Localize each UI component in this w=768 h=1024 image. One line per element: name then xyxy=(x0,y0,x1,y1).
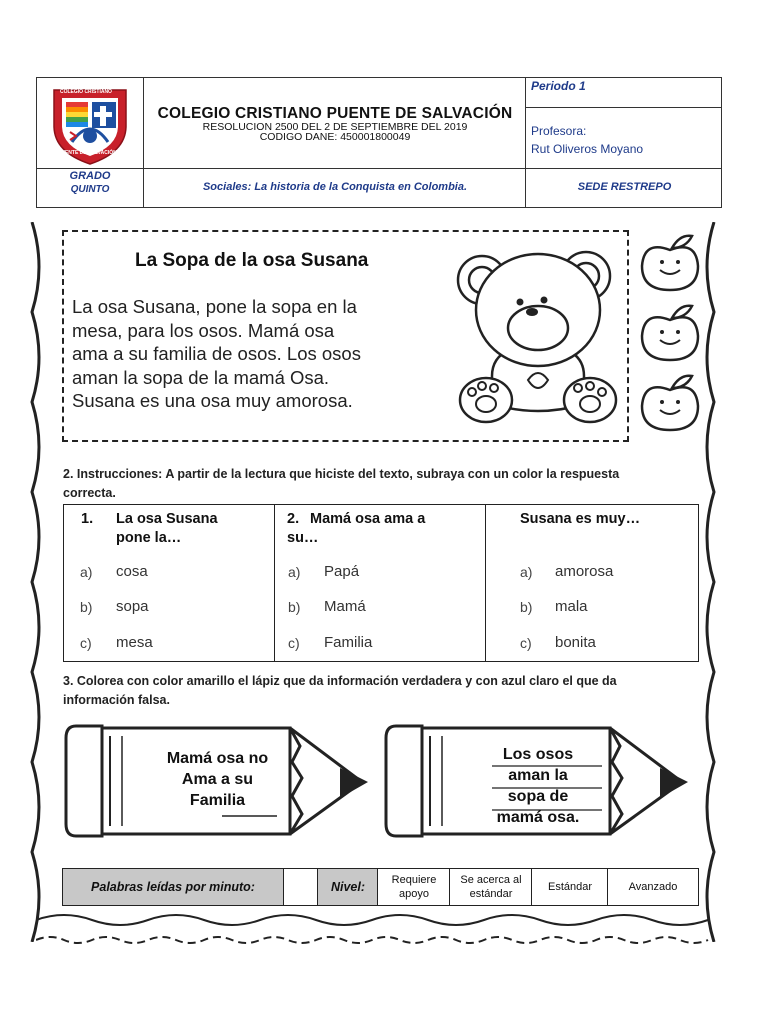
apple-decorations xyxy=(636,228,704,434)
reading-line: mesa, para los osos. Mamá osa xyxy=(72,319,335,341)
instruction-2 xyxy=(63,465,703,503)
option-letter: c) xyxy=(80,635,92,651)
question-2-number: 2. xyxy=(287,511,300,527)
reading-line: La osa Susana, pone la sopa en la xyxy=(72,296,357,317)
option-letter: c) xyxy=(520,635,532,651)
question-1-text xyxy=(116,510,218,548)
level-option[interactable] xyxy=(377,869,450,905)
option-letter: b) xyxy=(288,599,301,615)
question-1-number: 1. xyxy=(81,511,94,527)
option-text[interactable]: cosa xyxy=(116,563,148,580)
reading-line: aman la sopa de la mamá Osa. xyxy=(72,366,330,388)
reading-line: Susana es una osa muy amorosa. xyxy=(72,390,353,411)
grade-block xyxy=(37,169,143,197)
level-option[interactable] xyxy=(607,869,698,905)
instruction-line: 3. Colorea con color amarillo el lápiz que da información verdadera y con azul claro el que da xyxy=(63,674,617,688)
option-letter: a) xyxy=(288,564,301,580)
instruction-line: 2. Instrucciones: A partir de la lectura que hiciste del texto, subraya con un color la respuesta xyxy=(63,467,620,481)
level-option[interactable] xyxy=(531,869,608,905)
level-text: apoyo xyxy=(399,888,429,900)
subject: Sociales: La historia de la Conquista en Colombia. xyxy=(202,181,468,193)
bottom-wave-border xyxy=(36,908,714,948)
pencil-line: mamá osa. xyxy=(496,809,580,826)
question-line: La osa Susana xyxy=(116,511,218,527)
instruction-line: información falsa. xyxy=(63,693,170,707)
resolution: RESOLUCION 2500 DEL 2 DE SEPTIEMBRE DEL 2019 xyxy=(202,121,468,133)
option-text[interactable]: Mamá xyxy=(324,598,366,615)
grade-value: QUINTO xyxy=(70,184,110,195)
pencil-line: Los osos xyxy=(502,746,574,763)
option-text[interactable]: sopa xyxy=(116,598,149,615)
question-line: Mamá osa ama a xyxy=(310,511,426,527)
teacher-label: Profesora: xyxy=(531,124,587,138)
teacher-name: Rut Oliveros Moyano xyxy=(531,142,644,156)
option-letter: a) xyxy=(80,564,93,580)
grade-label: GRADO xyxy=(69,170,111,182)
divider xyxy=(525,107,721,108)
divider xyxy=(525,78,526,207)
question-2-text xyxy=(287,510,426,548)
divider xyxy=(143,78,144,207)
pencil-line: Familia xyxy=(189,792,246,809)
option-letter: b) xyxy=(80,599,93,615)
level-text: estándar xyxy=(469,888,513,900)
level-label: Nivel: xyxy=(317,869,378,905)
logo-text-top: COLEGIO CRISTIANO xyxy=(60,89,112,95)
instruction-line: correcta. xyxy=(63,486,116,500)
question-line: su… xyxy=(287,530,319,546)
option-text[interactable]: amorosa xyxy=(555,563,614,580)
option-text[interactable]: Papá xyxy=(324,563,360,580)
pencil-line: sopa de xyxy=(507,788,569,805)
left-scallop-border xyxy=(30,222,46,942)
level-text: Se acerca al xyxy=(460,874,522,886)
logo-text-bottom: PUENTE DE SALVACIÓN xyxy=(58,150,117,156)
reading-text xyxy=(72,295,361,413)
resolution-text xyxy=(155,122,515,142)
option-text[interactable]: mesa xyxy=(116,634,153,651)
divider xyxy=(485,505,486,661)
option-letter: b) xyxy=(520,599,533,615)
option-text[interactable]: Familia xyxy=(324,634,373,651)
reading-title: La Sopa de la osa Susana xyxy=(135,250,369,271)
question-line: pone la… xyxy=(116,530,182,546)
words-per-minute-label: Palabras leídas por minuto: xyxy=(63,869,283,905)
bear-illustration xyxy=(452,236,626,432)
level-option[interactable] xyxy=(449,869,532,905)
dane-code: CODIGO DANE: 450001800049 xyxy=(259,131,411,143)
instruction-3 xyxy=(63,672,703,710)
option-text[interactable]: bonita xyxy=(555,634,596,651)
pencil-line: Ama a su xyxy=(181,771,254,788)
question-3-text: Susana es muy… xyxy=(520,511,641,527)
option-text[interactable]: mala xyxy=(555,598,588,615)
words-per-minute-input[interactable] xyxy=(283,869,318,905)
period: Periodo 1 xyxy=(531,79,586,93)
level-text: Avanzado xyxy=(628,881,678,893)
level-text: Requiere xyxy=(391,874,437,886)
pencil-line: Mamá osa no xyxy=(166,750,269,767)
divider xyxy=(274,505,275,661)
reading-line: ama a su familia de osos. Los osos xyxy=(72,343,361,364)
reading-level-table xyxy=(62,868,699,906)
option-letter: a) xyxy=(520,564,533,580)
school-name: COLEGIO CRISTIANO PUENTE DE SALVACIÓN xyxy=(157,105,513,122)
pencil-true-text xyxy=(478,744,598,828)
pencil-false-text xyxy=(145,748,290,811)
level-text: Estándar xyxy=(547,881,593,893)
pencil-line: aman la xyxy=(508,767,568,784)
teacher-block xyxy=(531,122,643,158)
option-letter: c) xyxy=(288,635,300,651)
campus: SEDE RESTREPO xyxy=(577,181,672,193)
